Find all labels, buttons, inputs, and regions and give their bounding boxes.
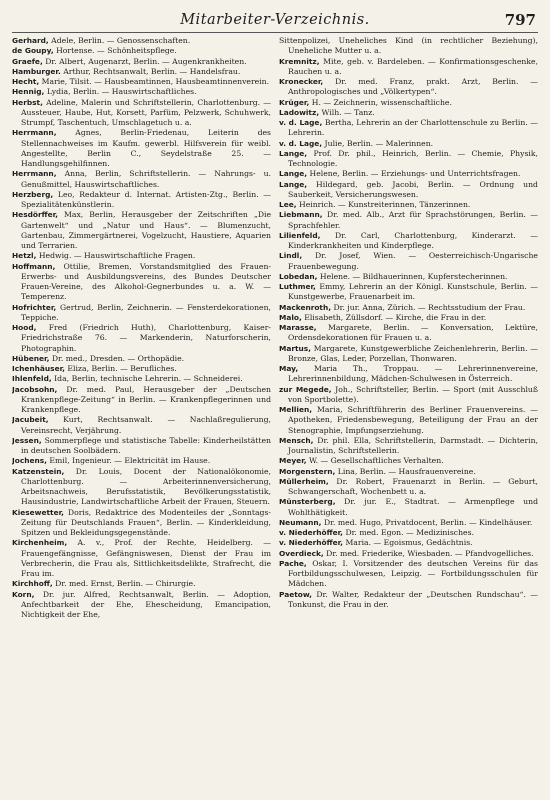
directory-entry	[279, 497, 538, 518]
entry-name: Pache,	[279, 558, 307, 568]
directory-entry	[279, 108, 538, 118]
directory-entry	[12, 415, 271, 436]
entry-name: Kronecker,	[279, 77, 324, 86]
entry-name: de Goupy,	[12, 46, 54, 56]
entry-text: Julie, Berlin. — Malerinnen.	[324, 138, 434, 148]
entry-text: A. v., Prof. der Rechte, Heidelberg. — Frauengefängnisse, Gefängniswesen, Dienst der Frau im Verbrecherin, die Frau als, Sittlichkeitsdelikte, Strafrecht, die Frau im.	[21, 538, 271, 578]
entry-text: Dr. jur. Anna, Zürich. — Rechtsstudium der Frau.	[333, 302, 526, 312]
entry-text: Dr. Robert, Frauenarzt in Berlin. — Geburt, Schwangerschaft, Wochenbett u. a.	[288, 476, 538, 496]
entry-name: Hesdörffer,	[12, 210, 58, 220]
entry-text: Dr. Carl, Charlottenburg, Kinderarzt. — Kinderkrankheiten und Kinderpflege.	[288, 230, 538, 250]
directory-entry	[279, 385, 538, 406]
directory-entry	[279, 36, 538, 57]
right-column	[279, 36, 538, 620]
entry-name: Lange,	[279, 179, 308, 189]
directory-entry	[12, 456, 271, 466]
entry-text: Sommerpflege und statistische Tabelle: Kinderheilstätten in deutschen Soolbädern.	[21, 435, 271, 455]
entry-text: Adele, Berlin. — Genossenschaften.	[51, 36, 191, 45]
directory-entry	[12, 210, 271, 251]
entry-text: Hildegard, geb. Jacobi, Berlin. — Ordnung und Sauberkeit, Versicherungswesen.	[288, 179, 538, 199]
entry-name: Korn,	[12, 589, 35, 599]
directory-entry	[279, 313, 538, 323]
directory-entry	[279, 149, 538, 170]
entry-text: Dr. Walter, Redakteur der „Deutschen Rundschau“. — Tonkunst, die Frau in der.	[288, 589, 538, 609]
directory-entry	[12, 538, 271, 579]
entry-text: Margarete, Berlin. — Konversation, Lektüre, Ordensdekorationen für Frauen u. a.	[288, 323, 538, 343]
entry-name: Hood,	[12, 323, 37, 332]
entry-name: Herbst,	[12, 97, 43, 107]
entry-text: Agnes, Berlin-Friedenau, Leiterin des Stellennachweises im Kaufm. gewerbl. Hilfsverein für weibl. Angestellte, Berlin C., Seydelstraße 25. — Handlungsgehilfinnen.	[21, 128, 271, 168]
entry-text: Lina, Berlin. — Hausfrauenvereine.	[337, 466, 476, 476]
directory-entry	[12, 87, 271, 97]
entry-text: Dr. Josef, Wien. — Oesterreichisch-Ungarische Frauenbewegung.	[288, 251, 538, 271]
entry-text: Dr. med. Alb., Arzt für Sprachstörungen, Berlin. — Sprachfehler.	[288, 210, 538, 230]
directory-entry	[279, 559, 538, 590]
directory-entry	[279, 364, 538, 385]
directory-entry	[279, 467, 538, 477]
directory-entry	[279, 210, 538, 231]
directory-entry	[12, 303, 271, 324]
entry-text: Doris, Redaktrice des Modenteiles der „Sonntags-Zeitung für Deutschlands Frauen“, Berlin. — Kinderkleidung, Spitzen und Bekleidungsgegenstände.	[21, 507, 271, 537]
entry-name: Hübener,	[12, 353, 50, 363]
entry-text: Dr. jur. E., Stadtrat. — Armenpflege und Wohlthätigkeit.	[288, 497, 538, 517]
entry-text: Ida, Berlin, technische Lehrerin. — Schneiderei.	[54, 374, 243, 384]
directory-entry	[279, 57, 538, 78]
entry-name: Mackenroth,	[279, 302, 332, 312]
entry-text: W. — Gesellschaftliches Verhalten.	[309, 456, 444, 466]
entry-name: Lange,	[279, 148, 308, 158]
entry-name: Paetow,	[279, 589, 312, 599]
directory-entry	[12, 251, 271, 261]
entry-name: Malo,	[279, 312, 302, 322]
directory-entry	[279, 436, 538, 457]
entry-name: Hamburger.	[12, 66, 61, 76]
entry-text: Prof. Dr. phil., Heinrich, Berlin. — Chemie, Physik, Technologie.	[288, 148, 538, 168]
entry-name: zur Megede,	[279, 384, 332, 394]
left-column	[12, 36, 271, 620]
directory-entry	[279, 590, 538, 611]
entry-name: Lange,	[279, 169, 308, 179]
entry-name: Ichenhäuser,	[12, 364, 65, 373]
entry-name: Jessen,	[12, 435, 42, 445]
entry-text: Dr. phil. Ella, Schriftstellerin, Darmstadt. — Dichterin, Journalistin, Schriftstellerin.	[288, 435, 538, 455]
directory-entry	[279, 251, 538, 272]
entry-name: Jacobsohn,	[12, 384, 58, 394]
entry-name: Martus,	[279, 343, 311, 353]
entry-name: Lobedan,	[279, 271, 318, 281]
entry-text: Margarete, Kunstgewerbliche Zeichenlehrerin, Berlin. — Bronze, Glas, Leder, Porzellan, Thonwaren.	[288, 343, 538, 363]
entry-name: Morgenstern,	[279, 466, 336, 476]
entry-name: Krüger,	[279, 97, 310, 107]
entry-name: Müllerheim,	[279, 476, 329, 486]
text-columns	[12, 36, 538, 620]
entry-text: Oskar, I. Vorsitzender des deutschen Vereins für das Fortbildungsschulwesen, Leipzig. — Fortbildungsschulen für Mädchen.	[288, 558, 538, 589]
entry-name: Mellien,	[279, 405, 313, 414]
entry-name: Gerhard,	[12, 36, 49, 45]
entry-text: Dr. med., Dresden. — Orthopädie.	[51, 353, 185, 363]
entry-text: Dr. med. Ernst, Berlin. — Chirurgie.	[55, 579, 196, 589]
directory-entry	[12, 374, 271, 384]
directory-entry	[12, 36, 271, 46]
entry-name: Ladowitz,	[279, 107, 320, 117]
directory-entry	[12, 128, 271, 169]
entry-text: Fred (Friedrich Huth), Charlottenburg, Kaiser-Friedrichstraße 76. — Markenderin, Naturforscherin, Photographin.	[21, 323, 271, 353]
entry-name: v. d. Lage,	[279, 138, 323, 148]
page-header	[12, 8, 538, 33]
directory-entry	[279, 272, 538, 282]
entry-text: Mite, geb. v. Bardeleben. — Konfirmationsgeschenke, Rauchen u. a.	[288, 56, 538, 76]
entry-text: Marie, Tilsit. — Hausbeamtinnen, Hausbeamtinnenverein.	[41, 77, 270, 86]
entry-text: Dr. med. Paul, Herausgeber der „Deutschen Krankenpflege-Zeitung“ in Berlin. — Krankenpflegerinnen und Krankenpflege.	[21, 384, 271, 414]
entry-text: Bertha, Lehrerin an der Charlottenschule zu Berlin. — Lehrerin.	[288, 118, 538, 138]
entry-text: Dr. Louis, Docent der Nationalökonomie, Charlottenburg. — Arbeiterinnenversicherung, Arbeitsnachweis, Berufsstatistik, Bevölkerungsstatistik, Hausindustrie, Landwirtschaftliche Arbeit der Frauen, Steuern.	[21, 466, 271, 507]
entry-name: Jochens,	[12, 456, 47, 466]
entry-text: Dr. Albert, Augenarzt, Berlin. — Augenkrankheiten.	[45, 56, 247, 66]
entry-text: Arthur, Rechtsanwalt, Berlin. — Handelsfrau.	[63, 66, 241, 76]
directory-entry	[279, 303, 538, 313]
entry-text: Elisabeth, Züllsdorf. — Kirche, die Frau in der.	[304, 312, 487, 322]
directory-entry	[279, 180, 538, 201]
entry-text: Emil, Ingenieur. — Elektricität im Hause.	[49, 456, 211, 466]
entry-text: Ottilie, Bremen, Vorstandsmitglied des Frauen-Erwerbs- und Ausbildungsvereins, des Bundes Deutscher Frauen-Vereine, des Alkohol-Gegnerbundes u. a. W. — Temperenz.	[21, 261, 271, 302]
entry-name: Graefe,	[12, 56, 43, 66]
directory-entry	[12, 364, 271, 374]
directory-entry	[279, 456, 538, 466]
directory-entry	[12, 590, 271, 621]
entry-name: Ihlenfeld,	[12, 374, 52, 384]
entry-name: Lilienfeld,	[279, 230, 321, 240]
directory-entry	[12, 262, 271, 303]
entry-name: Kirchenheim,	[12, 538, 68, 548]
directory-entry	[279, 518, 538, 528]
entry-name: v. Niederhöffer,	[279, 538, 343, 548]
entry-name: Jacubeit,	[12, 415, 49, 425]
entry-text: Eliza, Berlin. — Berufliches.	[67, 364, 177, 373]
entry-text: Joh., Schriftsteller, Berlin. — Sport (mit Ausschluß von Sportbolette).	[288, 384, 538, 404]
directory-entry	[12, 190, 271, 211]
directory-entry	[279, 200, 538, 210]
entry-name: Herzberg,	[12, 189, 54, 199]
entry-name: Hofrichter,	[12, 302, 57, 312]
entry-text: Heinrich. — Kunstreiterinnen, Tänzerinnen.	[299, 200, 471, 209]
directory-entry	[279, 344, 538, 365]
entry-name: Hecht,	[12, 77, 40, 86]
directory-entry	[12, 579, 271, 589]
entry-text: Maria. — Egoismus, Gedächtnis.	[345, 538, 473, 548]
directory-entry	[279, 169, 538, 179]
entry-name: Hoffmann,	[12, 261, 56, 271]
entry-text: Hortense. — Schönheitspflege.	[56, 46, 177, 56]
entry-name: v. d. Lage,	[279, 118, 323, 127]
directory-entry	[12, 508, 271, 539]
entry-text: Dr. jur. Alfred, Rechtsanwalt, Berlin. — Adoption, Anfechtbarkeit der Ehe, Ehescheidung, Emancipation, Nichtigkeit der Ehe,	[21, 589, 271, 619]
entry-name: Kiesewetter,	[12, 507, 64, 517]
entry-text: H. — Zeichnerin, wissenschaftliche.	[311, 97, 452, 107]
directory-entry	[279, 538, 538, 548]
directory-entry	[12, 77, 271, 87]
directory-entry	[12, 57, 271, 67]
entry-text: Leo, Redakteur d. Internat. Artisten-Ztg., Berlin. — Spezialitätenkünstlerin.	[21, 189, 271, 209]
entry-name: Herrmann,	[12, 128, 57, 138]
directory-entry	[12, 169, 271, 190]
directory-entry	[12, 323, 271, 354]
directory-entry	[279, 98, 538, 108]
entry-name: Lee,	[279, 200, 297, 209]
entry-name: Neumann,	[279, 517, 322, 527]
directory-entry	[12, 46, 271, 56]
entry-name: Luthmer,	[279, 282, 316, 291]
entry-name: v. Niederhöffer,	[279, 528, 343, 537]
entry-text: Dr. med. Friederike, Wiesbaden. — Pfandvogelliches.	[326, 548, 534, 558]
entry-text: Anna, Berlin, Schriftstellerin. — Nahrungs- u. Genußmittel, Hauswirtschaftliches.	[21, 169, 271, 189]
entry-text: Helene, Berlin. — Erziehungs- und Unterrichtsfragen.	[309, 169, 521, 179]
directory-entry	[12, 467, 271, 508]
entry-text: Maria, Schriftführerin des Berliner Frauenvereins. — Apotheken, Friedensbewegung, Beteiligung der Frau an der Stenographie, Impfungserziehung.	[288, 405, 538, 435]
entry-text: Kurt, Rechtsanwalt. — Nachlaßregulierung, Vereinsrecht, Verjährung.	[21, 415, 271, 435]
entry-text: Maria Th., Troppau. — Lehrerinnenvereine, Lehrerinnenbildung, Mädchen-Schulwesen in Österreich.	[288, 364, 538, 384]
entry-text: Dr. med. Hugo, Privatdocent, Berlin. — Kindelhäuser.	[323, 517, 533, 527]
directory-entry	[279, 77, 538, 98]
entry-name: Mensch,	[279, 435, 314, 445]
directory-entry	[279, 549, 538, 559]
entry-text: Max, Berlin, Herausgeber der Zeitschriften „Die Gartenwelt“ und „Natur und Haus“. — Blumenzucht, Gartenbau, Zimmergärtnerei, Vogelzucht, Haustiere, Aquarien und Terrarien.	[21, 210, 271, 250]
page-title: Mitarbeiter-Verzeichnis.	[180, 12, 370, 28]
directory-entry	[12, 67, 271, 77]
directory-entry	[279, 323, 538, 344]
entry-name: Meyer,	[279, 456, 307, 466]
entry-text: Gertrud, Berlin, Zeichnerin. — Fensterdekorationen, Teppiche.	[21, 302, 271, 322]
entry-name: Lindl,	[279, 251, 303, 261]
directory-entry	[279, 139, 538, 149]
entry-name: Liebmann,	[279, 210, 323, 220]
directory-entry	[279, 231, 538, 252]
entry-text: Hedwig. — Hauswirtschaftliche Fragen.	[38, 251, 196, 261]
entry-name: Münsterberg,	[279, 497, 336, 507]
entry-text: Lydia, Berlin. — Hauswirtschaftliches.	[46, 87, 197, 97]
entry-name: Katzenstein,	[12, 466, 65, 476]
directory-entry	[279, 477, 538, 498]
directory-entry	[279, 405, 538, 436]
entry-name: Hennig,	[12, 87, 45, 97]
entry-name: Marasse,	[279, 323, 317, 332]
directory-entry	[279, 118, 538, 139]
directory-entry	[12, 354, 271, 364]
directory-entry	[12, 98, 271, 129]
entry-name: Overdieck,	[279, 548, 324, 558]
entry-text: Adeline, Malerin und Schriftstellerin, Charlottenburg. — Aussteuer, Haube, Hut, Korsett, Parfüm, Pelzwerk, Schuhwerk, Strumpf, Taschentuch, Umschlagetuch u. a.	[21, 97, 271, 127]
directory-entry	[12, 385, 271, 416]
entry-text: Dr. med. Franz, prakt. Arzt, Berlin. — Anthropologisches und „Völkertypen“.	[288, 77, 538, 97]
entry-name: May,	[279, 364, 299, 373]
entry-text: Sittenpolizei, Uneheliches Kind (in rechtlicher Beziehung), Uneheliche Mutter u. a.	[279, 36, 538, 56]
directory-entry	[12, 436, 271, 457]
entry-name: Kirchhoff,	[12, 579, 53, 589]
entry-text: Dr. med. Egon. — Medizinisches.	[345, 528, 474, 537]
directory-entry	[279, 282, 538, 303]
entry-text: Helene. — Bildhauerinnen, Kupferstecherinnen.	[319, 271, 508, 281]
entry-text: Wilh. — Tanz.	[321, 107, 375, 117]
entry-name: Herrmann,	[12, 169, 57, 179]
entry-name: Kremnitz,	[279, 56, 320, 66]
page-number: 797	[504, 11, 536, 29]
directory-entry	[279, 528, 538, 538]
entry-text: Emmy, Lehrerin an der Königl. Kunstschule, Berlin. — Kunstgewerbe, Frauenarbeit im.	[288, 282, 538, 302]
entry-name: Hetzl,	[12, 251, 37, 261]
